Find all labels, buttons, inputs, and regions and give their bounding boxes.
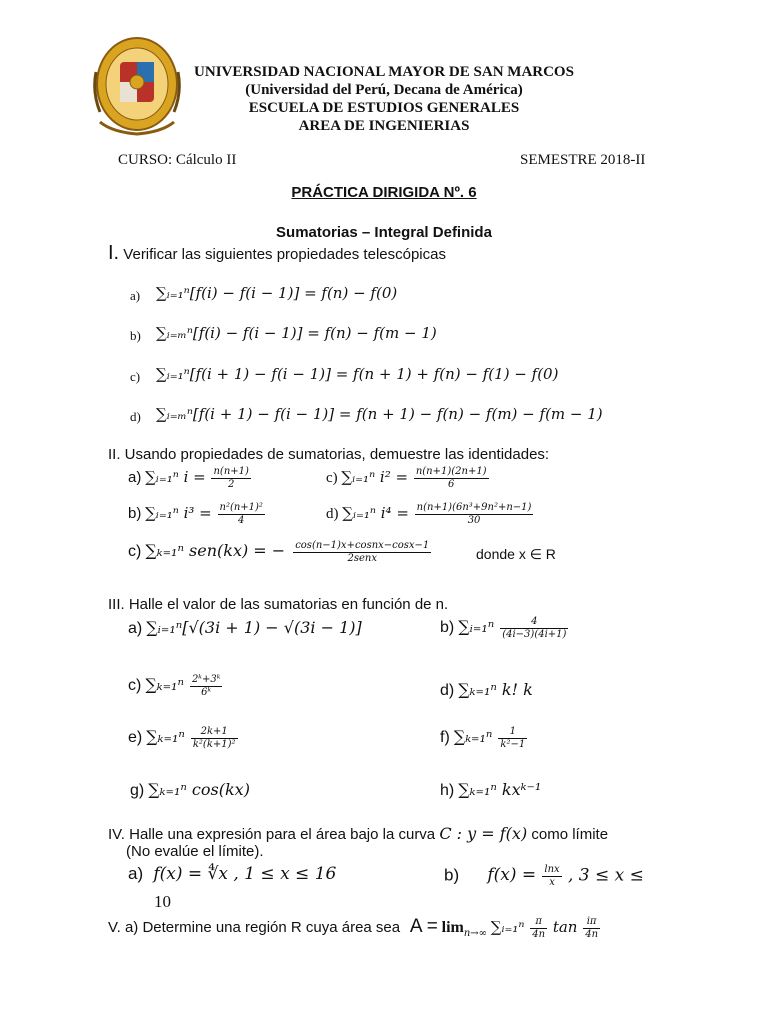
s3-num-f: 1 [498, 726, 527, 739]
s2-lhs-e: ∑ₖ₌₁ⁿ sen(kx) = − [145, 541, 286, 561]
s5-area-symbol: A = [409, 916, 438, 937]
s3-num-e: 2k+1 [191, 726, 238, 739]
s2-item-c [326, 466, 491, 491]
university-name: UNIVERSIDAD NACIONAL MAYOR DE SAN MARCOS [194, 64, 574, 80]
s3-label-h: h) [440, 782, 455, 799]
s4-den-b: x [549, 877, 555, 888]
s2-lhs-a: ∑ᵢ₌₁ⁿ i = [145, 467, 206, 486]
s3-expr-d: ∑ₖ₌₁ⁿ k! k [458, 680, 533, 699]
s4-frac-b [542, 864, 561, 889]
s5-num-2: iπ [583, 916, 600, 929]
s2-label-e: c) [128, 543, 142, 561]
s3-den-e: k²(k+1)² [192, 739, 236, 750]
s2-frac-b [218, 502, 265, 527]
s3-lhs-b: ∑ᵢ₌₁ⁿ [458, 617, 495, 637]
s3-frac-f [498, 726, 527, 751]
s3-label-d: d) [440, 682, 455, 699]
page-subtitle: Sumatorias – Integral Definida [276, 224, 492, 241]
s5-den-1: 4n [532, 929, 546, 941]
s2-lhs-b: ∑ᵢ₌₁ⁿ i³ = [145, 503, 212, 522]
section-4-heading [108, 824, 608, 843]
s4-item-a [128, 864, 336, 884]
s4-lhs-b: f(x) = [487, 865, 537, 886]
s5-frac-2 [583, 916, 600, 941]
s4-tail-b: , 3 ≤ x ≤ [567, 865, 644, 886]
s2-frac-d [415, 502, 534, 527]
s4-wrap-value: 10 [154, 892, 171, 911]
s2-item-a [128, 466, 253, 491]
s2-num-a: n(n+1) [213, 466, 249, 477]
s2-den-d: 30 [467, 515, 481, 526]
section-3-heading: III. Halle el valor de las sumatorias en función de n. [108, 596, 449, 613]
section-1-text: Verificar las siguientes propiedades telescópicas [123, 246, 446, 263]
s2-frac-e [293, 540, 431, 565]
s3-item-h [440, 780, 541, 800]
s1-eq-d: ∑ᵢ₌ₘⁿ[f(i + 1) − f(i − 1)] = f(n + 1) − f(n) − f(m) − f(m − 1) [156, 405, 603, 423]
s3-expr-a: ∑ᵢ₌₁ⁿ[√(3i + 1) − √(3i − 1)] [146, 618, 362, 637]
s3-item-c [128, 674, 224, 699]
s2-item-b [128, 502, 267, 527]
s2-domain-note: donde x ∈ R [476, 546, 556, 562]
s5-frac-1 [530, 916, 547, 941]
s5-lim-sub: n→∞ [463, 928, 487, 939]
s3-expr-g: ∑ₖ₌₁ⁿ cos(kx) [148, 780, 250, 799]
s3-label-f: f) [440, 729, 450, 747]
s5-tan: tan [552, 918, 578, 936]
s2-num-b: n²(n+1)² [219, 502, 263, 513]
s3-label-e: e) [128, 729, 143, 747]
s5-text: V. a) Determine una región R cuya área sea [108, 919, 401, 936]
s1-label-d: d) [130, 409, 141, 424]
s3-item-b [440, 616, 570, 641]
s3-den-c: 6ᵏ [201, 687, 212, 698]
section-2-heading: II. Usando propiedades de sumatorias, demuestre las identidades: [108, 446, 550, 463]
s2-label-a: a) [128, 468, 142, 486]
s3-frac-b [500, 616, 568, 641]
university-subtitle: (Universidad del Perú, Decana de América) [245, 82, 523, 98]
s3-lhs-e: ∑ₖ₌₁ⁿ [146, 727, 185, 747]
s4-num-b: lnx [544, 864, 560, 875]
s2-item-e [128, 540, 433, 565]
semester-label: SEMESTRE 2018-II [520, 152, 646, 168]
course-label: CURSO: Cálculo II [118, 152, 237, 168]
s4-label-a: a) [128, 864, 144, 883]
s3-num-b: 4 [500, 616, 568, 629]
s4-heading-post: como límite [531, 826, 609, 843]
s4-expr-a: f(x) = ∜x , 1 ≤ x ≤ 16 [153, 864, 337, 884]
s3-item-d [440, 680, 533, 700]
s3-frac-c [190, 674, 222, 699]
s2-item-d [326, 502, 535, 527]
s3-item-a [128, 618, 362, 638]
area-name: AREA DE INGENIERIAS [298, 118, 470, 134]
s3-den-b: (4i−3)(4i+1) [502, 629, 567, 640]
page-title: PRÁCTICA DIRIGIDA Nº. 6 [291, 184, 477, 201]
s2-frac-a [211, 466, 250, 491]
s1-eq-c: ∑ᵢ₌₁ⁿ[f(i + 1) − f(i − 1)] = f(n + 1) + f(n) − f(1) − f(0) [156, 365, 559, 383]
s5-sum: ∑ᵢ₌₁ⁿ [490, 918, 525, 936]
school-name: ESCUELA DE ESTUDIOS GENERALES [248, 100, 520, 116]
s2-lhs-d: ∑ᵢ₌₁ⁿ i⁴ = [342, 503, 409, 522]
s2-num-d: n(n+1)(6n³+9n²+n−1) [416, 502, 532, 513]
s4-heading-pre: IV. Halle una expresión para el área bajo la curva [108, 826, 436, 843]
section-1-heading [108, 242, 446, 265]
s1-label-c: c) [130, 369, 141, 384]
s2-den-a: 2 [228, 479, 235, 490]
section-1-roman: I. [108, 242, 120, 264]
s3-item-f [440, 726, 529, 751]
s4-curve-eq: C : y = f(x) [439, 824, 528, 843]
s2-den-e: 2senx [347, 553, 377, 564]
s3-num-c: 2ᵏ+3ᵏ [191, 674, 221, 685]
s3-label-c: c) [128, 677, 142, 695]
s2-num-e: cos(n−1)x+cosnx−cosx−1 [295, 540, 430, 551]
s1-eq-b: ∑ᵢ₌ₘⁿ[f(i) − f(i − 1)] = f(n) − f(m − 1) [156, 324, 437, 342]
s2-label-c: c) [326, 469, 338, 486]
s5-lim: lim [441, 919, 464, 936]
s3-item-e [128, 726, 240, 751]
s1-label-a: a) [130, 288, 141, 303]
s2-lhs-c: ∑ᵢ₌₁ⁿ i² = [341, 467, 409, 486]
s3-label-g: g) [130, 782, 145, 799]
s2-den-c: 6 [448, 479, 455, 490]
s2-frac-c [414, 466, 489, 491]
s2-label-d: d) [326, 505, 339, 522]
s4-item-b [444, 864, 644, 889]
s5-den-2: 4n [585, 929, 599, 941]
section-5 [108, 916, 602, 941]
s4-note: (No evalúe el límite). [126, 843, 264, 860]
s1-eq-a: ∑ᵢ₌₁ⁿ[f(i) − f(i − 1)] = f(n) − f(0) [156, 284, 398, 302]
s1-label-b: b) [130, 328, 141, 343]
s3-frac-e [191, 726, 238, 751]
s4-label-b: b) [444, 865, 460, 885]
s3-den-f: k²−1 [500, 739, 526, 750]
s3-expr-h: ∑ₖ₌₁ⁿ kxᵏ⁻¹ [458, 780, 542, 799]
s2-den-b: 4 [238, 515, 245, 526]
s2-num-c: n(n+1)(2n+1) [415, 466, 487, 477]
s3-lhs-f: ∑ₖ₌₁ⁿ [453, 727, 493, 747]
s3-lhs-c: ∑ₖ₌₁ⁿ [145, 675, 184, 695]
s3-label-b: b) [440, 619, 455, 637]
s3-item-g [130, 780, 250, 800]
s3-label-a: a) [128, 620, 143, 637]
s5-num-1: π [530, 916, 547, 929]
s2-label-b: b) [128, 504, 142, 522]
